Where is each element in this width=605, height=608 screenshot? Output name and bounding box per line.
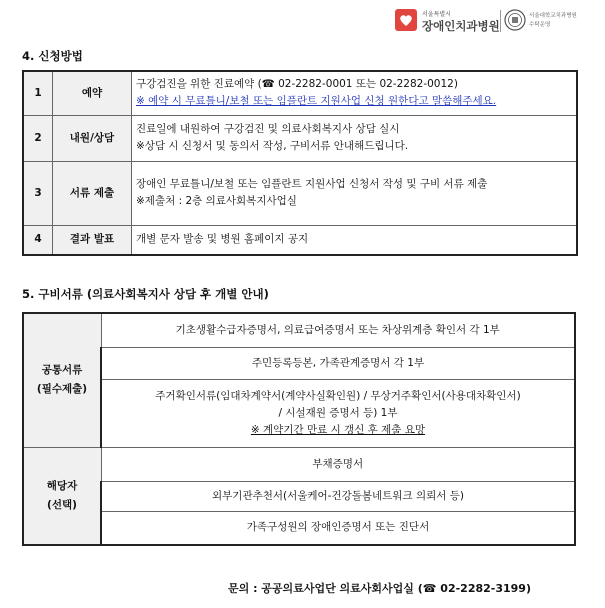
step-text: 개별 문자 발송 및 병원 홈페이지 공지 [136,233,309,246]
document-item: 기초생활수급자증명서, 의료급여증명서 또는 차상위계층 확인서 각 1부 [101,313,575,347]
required-documents-table [22,312,576,546]
step-text: 장애인 무료틀니/보철 또는 임플란트 지원사업 신청서 작성 및 구비 서류 제출 [136,178,488,190]
section-title-application: 4. 신청방법 [22,49,83,63]
group-label-line: (필수제출) [36,383,88,396]
logo-university-text: 서울대학교치과병원 [529,13,577,19]
optional-docs-label [23,447,101,545]
housing-line: / 시설재원 증명서 등) 1부 [278,406,398,419]
table-row [23,313,575,347]
document-item-housing [101,379,575,447]
logo-divider [500,10,501,32]
step-content [132,225,578,255]
step-label: 예약 [53,71,132,115]
step-number: 3 [23,161,53,225]
document-item: 부채증명서 [101,447,575,481]
table-row [23,511,575,545]
step-label: 결과 발표 [53,225,132,255]
step-note: ※ 예약 시 무료틀니/보철 또는 임플란트 지원사업 신청 원한다고 말씀해주세요. [136,95,497,108]
group-label-line: 해당자 [46,479,78,492]
step-content [132,71,578,115]
header-logos [392,6,598,36]
step-content [132,115,578,161]
group-label-line: (선택) [47,498,77,511]
table-row [23,379,575,447]
required-docs-label [23,313,101,447]
section-title-documents: 5. 구비서류 (의료사회복지사 상담 후 개별 안내) [22,287,269,301]
housing-note: ※ 계약기간 만료 시 갱신 후 제출 요망 [250,423,426,436]
step-text: 구강검진을 위한 진료예약 (☎ 02-2282-0001 또는 02-2282-0012) [136,78,458,91]
table-row [23,225,577,255]
university-seal-icon [504,9,526,31]
heart-logo-icon [395,9,417,31]
step-number: 4 [23,225,53,255]
document-item: 주민등록등본, 가족관계증명서 각 1부 [101,347,575,379]
document-item: 외부기관추천서(서울케어-건강돌봄네트워크 의뢰서 등) [101,481,575,511]
document-item: 가족구성원의 장애인증명서 또는 진단서 [101,511,575,545]
table-row [23,347,575,379]
step-note: ※상담 시 신청서 및 동의서 작성, 구비서류 안내해드립니다. [136,140,409,152]
step-note: ※제출처 : 2층 의료사회복지사업실 [136,195,297,207]
logo-hospital-name: 장애인치과병원 [422,19,500,33]
logo-city-text: 서울특별시 [422,11,451,18]
step-number: 1 [23,71,53,115]
step-text: 진료일에 내원하여 구강검진 및 의료사회복지사 상담 실시 [136,123,400,135]
contact-info: 문의 : 공공의료사업단 의료사회사업실 (☎ 02-2282-3199) [228,582,531,595]
step-content [132,161,578,225]
group-label-line: 공통서류 [41,364,83,377]
step-label: 내원/상담 [53,115,132,161]
logo-operated-text: 수탁운영 [529,22,551,28]
table-row [23,115,577,161]
table-row [23,447,575,481]
step-label: 서류 제출 [53,161,132,225]
table-row [23,481,575,511]
step-number: 2 [23,115,53,161]
housing-line: 주거확인서류(임대차계약서(계약사실확인원) / 무상거주확인서(사용대차확인서) [155,389,521,402]
table-row [23,71,577,115]
application-steps-table [22,70,578,256]
table-row [23,161,577,225]
